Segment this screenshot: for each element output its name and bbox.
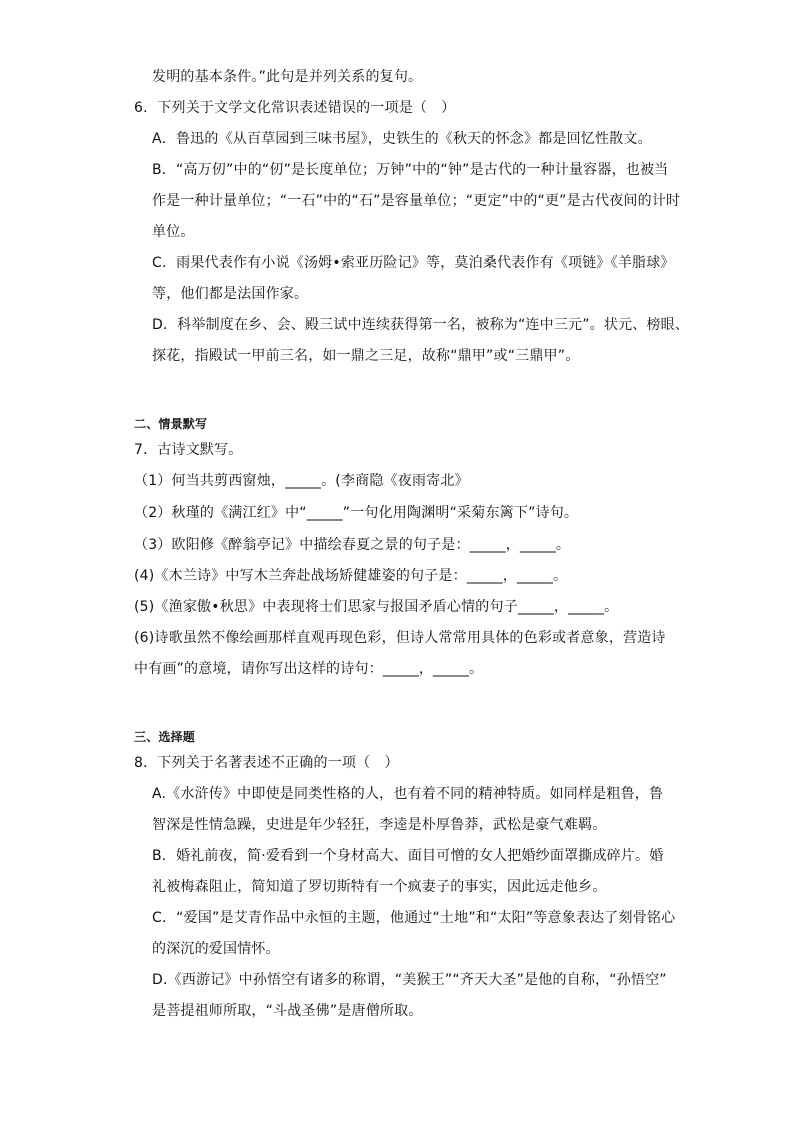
section-2-heading: 二、情景默写 [134,417,208,431]
q6-option-a: A．鲁迅的《从百草园到三味书屋》，史铁生的《秋天的怀念》都是回忆性散文。 [152,131,652,147]
q8-option-d-line-2: 是菩提祖师所取，“斗战圣佛”是唐僧所取。 [152,1003,423,1019]
q8-option-a-line-2: 智深是性情急躁，史进是年少轻狂，李逵是朴厚鲁莽，武松是豪气难羁。 [152,817,607,833]
q8-option-c-line-2: 的深沉的爱国情怀。 [152,941,280,957]
q8-option-b-line-1: B．婚礼前夜，简·爱看到一个身材高大、面目可憎的女人把婚纱面罩撕成碎片。婚 [152,848,664,864]
q7-item-4: (4)《木兰诗》中写木兰奔赴战场矫健雄姿的句子是：_____，_____。 [134,568,568,584]
question-7-stem: 7．古诗文默写。 [134,442,243,458]
q8-option-d-line-1: D.《西游记》中孙悟空有诸多的称谓，“美猴王”“齐天大圣”是他的自称，“孙悟空” [152,972,667,988]
q6-option-b-line-2: 作是一种计量单位；“一石”中的“石”是容量单位；“更定”中的“更”是古代夜间的计时 [152,193,681,209]
q6-option-c-line-2: 等，他们都是法国作家。 [152,286,309,302]
q8-option-a-line-1: A.《水浒传》中即使是同类性格的人，也有着不同的精神特质。如同样是粗鲁，鲁 [152,786,664,802]
q8-option-c-line-1: C．“爱国”是艾青作品中永恒的主题，他通过“土地”和“太阳”等意象表达了刻骨铭心 [152,910,676,926]
q6-option-d-line-1: D．科举制度在乡、会、殿三试中连续获得第一名，被称为“连中三元”。状元、榜眼、 [152,317,690,333]
q8-option-b-line-2: 礼被梅森阻止，简知道了罗切斯特有一个疯妻子的事实，因此远走他乡。 [152,879,607,895]
q5-continuation-text: 发明的基本条件。”此句是并列关系的复句。 [152,69,423,85]
question-8-stem: 8．下列关于名著表述不正确的一项（ ） [134,755,399,771]
section-3-heading: 三、选择题 [134,730,196,744]
q7-item-6-line-1: (6)诗歌虽然不像绘画那样直观再现色彩，但诗人常常用具体的色彩或者意象，营造诗 [134,630,666,646]
q7-item-1: （1）何当共剪西窗烛，_____。(李商隐《夜雨寄北》 [134,473,469,489]
question-6-stem: 6．下列关于文学文化常识表述错误的一项是（ ） [134,100,456,116]
q7-item-2: （2）秋瑾的《满江红》中“_____”一句化用陶渊明“采菊东篱下”诗句。 [134,505,579,521]
q7-item-3: （3）欧阳修《醉翁亭记》中描绘春夏之景的句子是：_____，_____。 [134,537,571,553]
q6-option-d-line-2: 探花，指殿试一甲前三名，如一鼎之三足，故称“鼎甲”或“三鼎甲”。 [152,348,580,364]
q6-option-b-line-3: 单位。 [152,224,195,240]
q7-item-6-line-2: 中有画”的意境，请你写出这样的诗句：_____，_____。 [134,661,484,677]
q7-item-5: (5)《渔家傲•秋思》中表现将士们思家与报国矛盾心情的句子_____，_____。 [134,599,619,615]
q6-option-c-line-1: C．雨果代表作有小说《汤姆•索亚历险记》等，莫泊桑代表作有《项链》《羊脂球》 [152,255,675,271]
q6-option-b-line-1: B．“高万仞”中的“仞”是长度单位；万钟”中的“钟”是古代的一种计量容器，也被当 [152,162,669,178]
